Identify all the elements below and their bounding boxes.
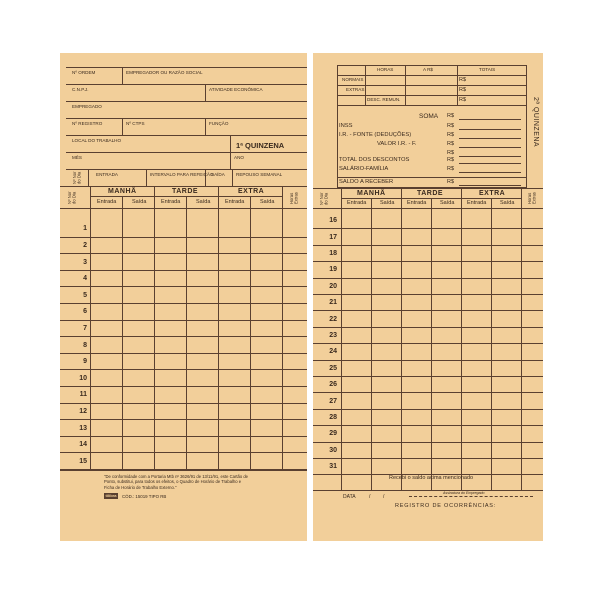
rs-value-label: R$	[447, 179, 455, 185]
funcao-label: FUNÇÃO	[209, 121, 229, 126]
row-divider	[313, 278, 543, 279]
day-number: 10	[79, 374, 87, 382]
day-number: 1	[83, 225, 87, 233]
value-line	[459, 185, 521, 186]
row-divider	[313, 228, 543, 229]
day-number: 25	[329, 364, 337, 372]
day-number: 13	[79, 424, 87, 432]
subcol-saida: Saída	[260, 199, 275, 205]
ctps-label: Nº CTPS	[126, 121, 145, 126]
subcol-entrada: Entrada	[467, 200, 487, 206]
tarde-header: TARDE	[417, 190, 444, 197]
row-divider	[60, 386, 307, 387]
row-divider	[60, 452, 307, 453]
quinzena-title: 1ª QUINZENA	[236, 141, 285, 150]
inss-label: INSS	[339, 123, 353, 129]
ocorrencias-label: REGISTRO DE OCORRÊNCIAS:	[395, 503, 497, 509]
rs-value-label: R$	[447, 113, 455, 119]
row-divider	[313, 310, 543, 311]
day-number: 14	[79, 441, 87, 449]
timecard-back	[313, 53, 543, 541]
recebi-text: Recebi o saldo acima mencionado	[389, 475, 474, 481]
total-descontos-label: TOTAL DOS DESCONTOS	[339, 157, 410, 163]
extra-header: EXTRA	[479, 190, 506, 197]
row-divider	[313, 343, 543, 344]
rs-value-label: R$	[447, 141, 455, 147]
day-number: 23	[329, 332, 337, 339]
local-label: LOCAL DO TRABALHO	[72, 138, 122, 143]
subcol-saida: Saída	[380, 200, 395, 206]
rs-value-label: R$	[447, 166, 455, 172]
row-divider	[313, 360, 543, 361]
subcol-entrada: Entrada	[407, 200, 427, 206]
tarde-header: TARDE	[172, 188, 199, 195]
row-divider	[313, 294, 543, 295]
salario-familia-label: SALÁRIO-FAMÍLIA	[339, 166, 389, 172]
date-slash: /	[383, 494, 385, 500]
normais-label: NORMAIS	[342, 77, 364, 82]
product-code: CÓD.: 15019 TIPO RB	[122, 494, 167, 499]
row-divider	[60, 270, 307, 271]
day-number: 28	[329, 414, 337, 421]
extras-label: EXTRAS	[346, 87, 365, 92]
saida-label: SAÍDA	[211, 172, 225, 177]
subcol-saida: Saída	[196, 199, 211, 205]
row-divider	[60, 253, 307, 254]
empregado-label: EMPREGADO	[72, 104, 102, 109]
row-divider	[60, 369, 307, 370]
intervalo-label: INTERVALO PARA REFEIÇÃO	[150, 172, 214, 177]
row-divider	[313, 392, 543, 393]
n-ordem-label: Nº ORDEM	[72, 70, 96, 75]
day-number: 16	[329, 217, 337, 225]
row-divider	[60, 419, 307, 420]
desc-remun-label: DESC. REMUN.	[367, 97, 401, 102]
ir-fonte-label: I.R. - FONTE (DEDUÇÕES)	[339, 132, 412, 138]
row-divider	[313, 409, 543, 410]
horas-extras-label: Horas Extras	[527, 192, 537, 205]
row-divider	[313, 327, 543, 328]
repouso-label: REPOUSO SEMANAL	[236, 172, 283, 177]
row-divider	[60, 237, 307, 238]
day-number: 31	[329, 463, 337, 471]
totais-header: TOTAIS	[479, 67, 496, 72]
day-number: 24	[329, 348, 337, 356]
saldo-label: SALDO A RECEBER	[339, 179, 394, 185]
signature-label: Assinatura do Empregado	[443, 491, 485, 495]
day-number: 21	[329, 299, 337, 307]
manha-header: MANHÃ	[357, 190, 386, 197]
value-line	[459, 147, 521, 148]
row-divider	[60, 403, 307, 404]
row-divider	[313, 376, 543, 377]
day-number: 4	[83, 275, 87, 283]
row-divider	[60, 303, 307, 304]
value-line	[459, 163, 521, 164]
soma-label: SOMA	[419, 113, 439, 120]
row-divider	[60, 320, 307, 321]
entrada-label: ENTRADA	[96, 172, 118, 177]
day-number: 11	[79, 391, 87, 399]
rs-normais: R$	[459, 77, 467, 83]
tilibra-logo: tilibra	[105, 493, 117, 498]
subcol-entrada: Entrada	[161, 199, 181, 205]
date-slash: /	[369, 494, 371, 500]
rs-value-label: R$	[447, 123, 455, 129]
day-number: 18	[329, 250, 337, 257]
row-divider	[60, 436, 307, 437]
subcol-entrada: Entrada	[97, 199, 117, 205]
subcol-saida: Saída	[132, 199, 147, 205]
valor-ir-label: VALOR I.R. - F.	[377, 141, 417, 147]
ars-header: A R$	[423, 67, 433, 72]
registro-label: Nº REGISTRO	[72, 121, 103, 126]
day-number: 2	[83, 241, 87, 249]
rs-desc: R$	[459, 97, 467, 103]
rs-value-label: R$	[447, 157, 455, 163]
horario-label: Nº Nor do Dia	[72, 171, 82, 185]
extra-header: EXTRA	[238, 188, 265, 195]
row-divider	[60, 286, 307, 287]
mes-label: MÊS	[72, 155, 82, 160]
subcol-entrada: Entrada	[225, 199, 245, 205]
day-number: 22	[329, 315, 337, 323]
value-line	[459, 172, 521, 173]
day-number: 3	[83, 258, 87, 266]
subcol-saida: Saída	[440, 200, 455, 206]
day-number: 17	[329, 233, 337, 241]
ano-label: ANO	[234, 155, 244, 160]
day-number: 6	[83, 308, 87, 316]
row-divider	[313, 425, 543, 426]
timecard-front	[60, 53, 307, 541]
empregador-label: EMPREGADOR OU RAZÃO SOCIAL	[126, 70, 203, 75]
day-number: 26	[329, 381, 337, 389]
day-number: 19	[329, 266, 337, 274]
value-line	[459, 156, 521, 157]
day-number: 27	[329, 397, 337, 405]
value-line	[459, 129, 521, 130]
day-number: 15	[79, 457, 87, 465]
rs-value-label: R$	[447, 150, 455, 156]
atividade-label: ATIVIDADE ECONÔMICA	[209, 87, 263, 92]
attendance-table-second-half	[313, 188, 543, 490]
row-divider	[313, 261, 543, 262]
day-number: 12	[79, 407, 87, 415]
row-divider	[313, 442, 543, 443]
day-number: 9	[83, 358, 87, 366]
day-number: 29	[329, 430, 337, 438]
day-number: 20	[329, 282, 337, 290]
horas-header: HORAS	[377, 67, 394, 72]
subcol-saida: Saída	[500, 200, 515, 206]
subcol-entrada: Entrada	[347, 200, 367, 206]
dia-label: Nº Nor do Dia	[67, 191, 77, 205]
portaria-note: "De conformidade com a Portaria Mtb nº 3626/91 de 13/11/91, este Cartão de Ponto, substitui, para todos os efeitos, o Quadro de Horário de Trabalho e Ficha de Horário de Trabalho Externo."	[104, 474, 249, 490]
row-divider	[313, 245, 543, 246]
rs-extras: R$	[459, 87, 467, 93]
attendance-table-first-half	[60, 186, 307, 470]
manha-header: MANHÃ	[108, 188, 137, 195]
second-half-title: 2ª QUINZENA	[532, 97, 539, 148]
data-label: DATA	[343, 494, 356, 500]
row-divider	[313, 458, 543, 459]
row-divider	[60, 336, 307, 337]
dia-label: Nº Nor do Dia	[319, 192, 329, 205]
day-number: 5	[83, 291, 87, 299]
cnpj-label: C.N.P.J.	[72, 87, 89, 92]
row-divider	[60, 353, 307, 354]
value-line	[459, 138, 521, 139]
value-line	[459, 119, 521, 120]
horas-extras-label: Horas Extras	[289, 192, 299, 204]
day-number: 30	[329, 446, 337, 454]
day-number: 7	[83, 324, 87, 332]
day-number: 8	[83, 341, 87, 349]
rs-value-label: R$	[447, 132, 455, 138]
